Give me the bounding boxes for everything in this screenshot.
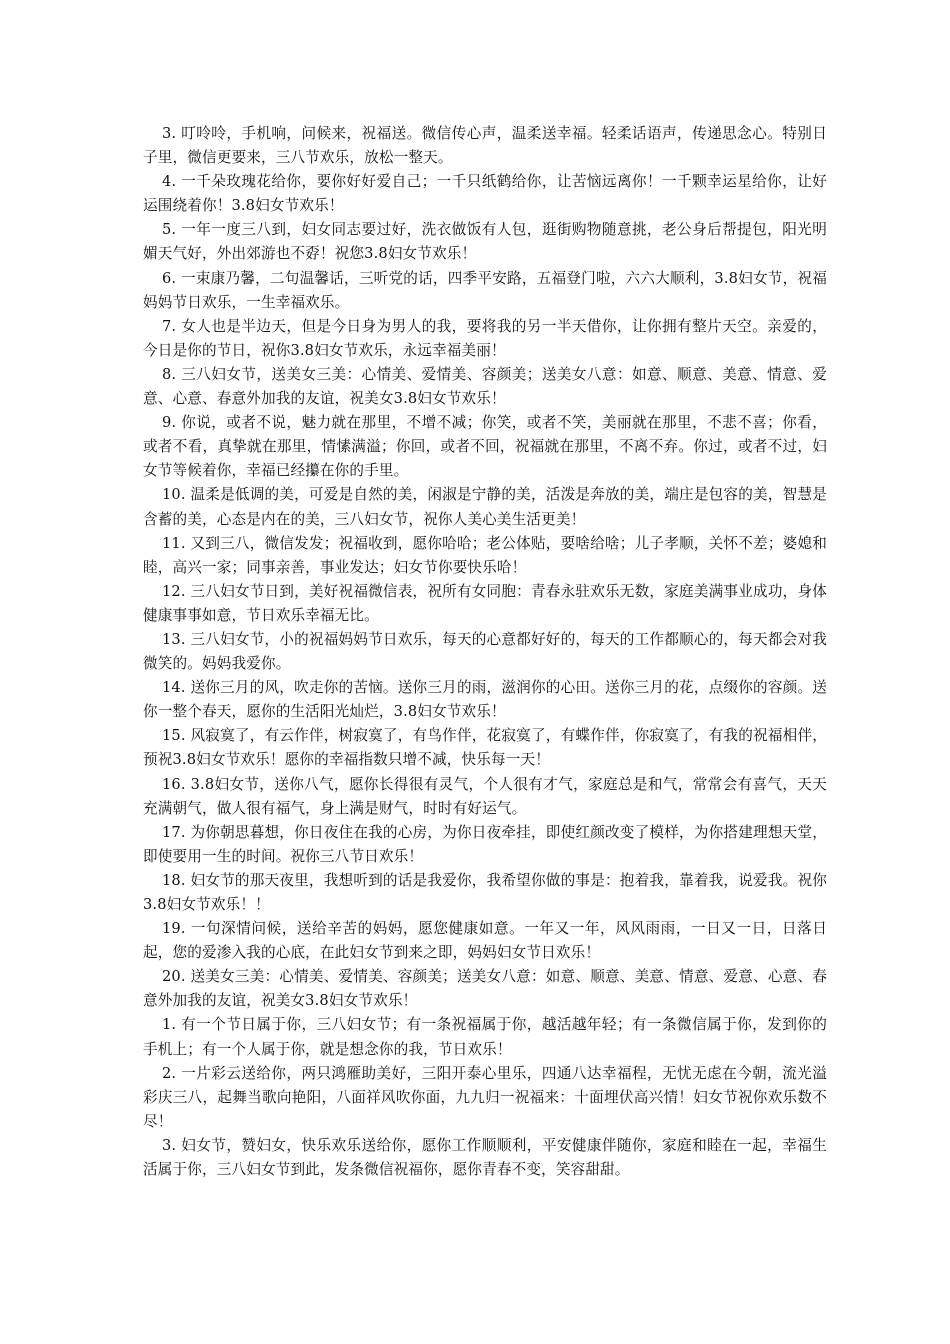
paragraph-10: 10. 温柔是低调的美，可爱是自然的美，闲淑是宁静的美，活泼是奔放的美，端庄是包容的美，智慧是含蓄的美，心态是内在的美，三八妇女节，祝你人美心美生活更美！ xyxy=(143,486,827,528)
paragraph-4: 4. 一千朵玫瑰花给你，要你好好爱自己；一千只纸鹤给你，让苦恼远离你！一千颗幸运星给你，让好运围绕着你！3.8妇女节欢乐！ xyxy=(143,173,827,215)
paragraph-11: 11. 又到三八，微信发发；祝福收到，愿你哈哈；老公体贴，要啥给啥；儿子孝顺，关怀不差；婆媳和睦，高兴一家；同事亲善，事业发达；妇女节你要快乐哈！ xyxy=(143,534,827,576)
paragraph-6: 6. 一束康乃馨，二句温馨话，三听党的话，四季平安路，五福登门啦，六六大顺利，3.8妇女节，祝福妈妈节日欢乐，一生幸福欢乐。 xyxy=(143,269,827,311)
paragraph-15: 15. 风寂寞了，有云作伴，树寂寞了，有鸟作伴，花寂寞了，有蝶作伴，你寂寞了，有我的祝福相伴，预祝3.8妇女节欢乐！愿你的幸福指数只增不减，快乐每一天！ xyxy=(143,727,827,769)
paragraph-8: 8. 三八妇女节，送美女三美：心情美、爱情美、容颜美；送美女八意：如意、顺意、美意、情意、爱意、心意、春意外加我的友谊，祝美女3.8妇女节欢乐！ xyxy=(143,365,827,408)
paragraph-1-second-list: 1. 有一个节日属于你，三八妇女节；有一条祝福属于你，越活越年轻；有一条微信属于你，发到你的手机上；有一个人属于你，就是想念你的我，节日欢乐！ xyxy=(143,1016,827,1058)
paragraph-14: 14. 送你三月的风，吹走你的苦恼。送你三月的雨，滋润你的心田。送你三月的花，点缀你的容颜。送你一整个春天，愿你的生活阳光灿烂，3.8妇女节欢乐！ xyxy=(143,679,827,721)
paragraph-5: 5. 一年一度三八到，妇女同志要过好，洗衣做饭有人包，逛街购物随意挑，老公身后帮提包，阳光明媚天气好，外出郊游也不孬！祝您3.8妇女节欢乐！ xyxy=(143,221,827,263)
paragraph-13: 13. 三八妇女节，小的祝福妈妈节日欢乐，每天的心意都好好的，每天的工作都顺心的，每天都会对我微笑的。妈妈我爱你。 xyxy=(143,630,827,673)
paragraph-12: 12. 三八妇女节日到，美好祝福微信表，祝所有女同胞：青春永驻欢乐无数，家庭美满事业成功，身体健康事事如意，节日欢乐幸福无比。 xyxy=(143,582,827,624)
document-body xyxy=(143,122,827,1182)
paragraph-17: 17. 为你朝思暮想，你日夜住在我的心房，为你日夜牵挂，即使红颜改变了模样，为你搭建理想天堂，即使要用一生的时间。祝你三八节日欢乐！ xyxy=(143,823,827,865)
paragraph-3: 3. 叮呤呤，手机响，问候来，祝福送。微信传心声，温柔送幸福。轻柔话语声，传递思念心。特别日子里，微信更要来，三八节欢乐，放松一整天。 xyxy=(143,125,827,167)
paragraph-7: 7. 女人也是半边天，但是今日身为男人的我，要将我的另一半天借你，让你拥有整片天空。亲爱的，今日是你的节日，祝你3.8妇女节欢乐，永远幸福美丽！ xyxy=(143,317,827,359)
paragraph-2-second-list: 2. 一片彩云送给你，两只鸿雁助美好，三阳开泰心里乐，四通八达幸福程，无忧无虑在今朝，流光溢彩庆三八，起舞当歌向艳阳，八面祥风吹你面，九九归一祝福来：十面埋伏高兴情！妇女节祝你欢乐数不尽！ xyxy=(143,1064,827,1130)
paragraph-16: 16. 3.8妇女节，送你八气，愿你长得很有灵气，个人很有才气，家庭总是和气，常常会有喜气，天天充满朝气，做人很有福气，身上满是财气，时时有好运气。 xyxy=(143,775,827,817)
paragraph-3-second-list: 3. 妇女节，赞妇女，快乐欢乐送给你，愿你工作顺顺利，平安健康伴随你，家庭和睦在一起，幸福生活属于你，三八妇女节到此，发条微信祝福你，愿你青春不变，笑容甜甜。 xyxy=(143,1136,827,1179)
paragraph-20: 20. 送美女三美：心情美、爱情美、容颜美；送美女八意：如意、顺意、美意、情意、爱意、心意、春意外加我的友谊，祝美女3.8妇女节欢乐！ xyxy=(143,968,827,1010)
paragraph-18: 18. 妇女节的那天夜里，我想听到的话是我爱你，我希望你做的事是：抱着我，靠着我，说爱我。祝你3.8妇女节欢乐！！ xyxy=(143,871,827,913)
paragraph-9: 9. 你说，或者不说，魅力就在那里，不增不减；你笑，或者不笑，美丽就在那里，不悲不喜；你看，或者不看，真挚就在那里，情愫满溢；你回，或者不回，祝福就在那里，不离不弃。你过，或者不过，妇女节等候着你，幸福已经攥在你的手里。 xyxy=(143,414,827,480)
paragraph-19: 19. 一句深情问候，送给辛苦的妈妈，愿您健康如意。一年又一年，风风雨雨，一日又一日，日落日起，您的爱渗入我的心底，在此妇女节到来之即，妈妈妇女节日欢乐！ xyxy=(143,920,827,962)
